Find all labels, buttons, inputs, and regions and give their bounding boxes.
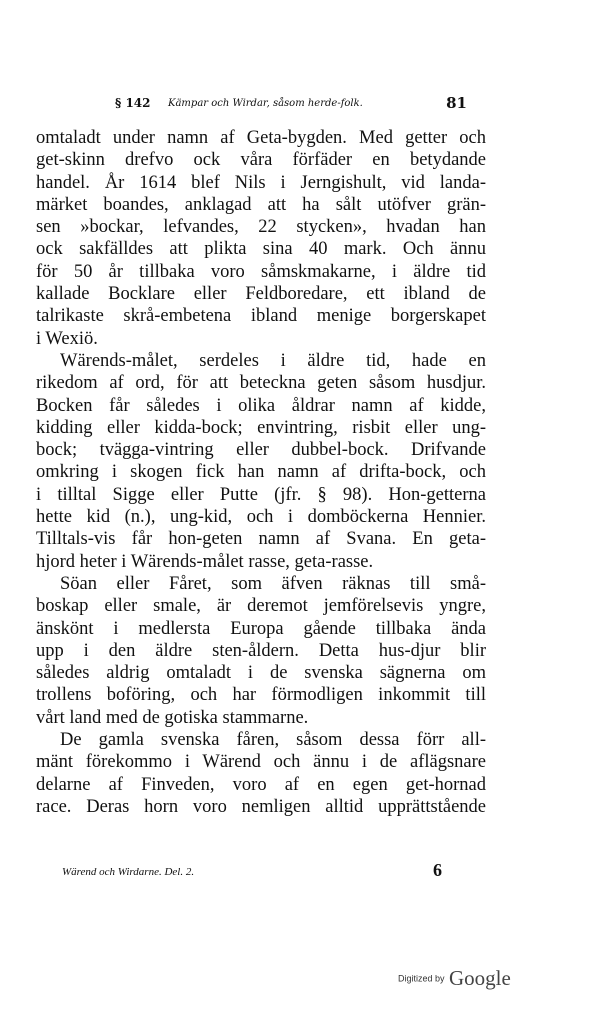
text-line: i tilltal Sigge eller Putte (jfr. § 98). Hon-getterna — [36, 484, 486, 505]
printer-signature: Wärend och Wirdarne. Del. 2. — [62, 866, 195, 878]
text-line: race. Deras horn voro nemligen alltid upprättstående — [36, 796, 486, 817]
text-line: sen »bockar, lefvandes, 22 stycken», hvadan han — [36, 217, 486, 238]
text-line: ock sakfälldes att plikta sina 40 mark. Och ännu — [36, 239, 486, 260]
text-line: handel. År 1614 blef Nils i Jerngishult, vid landa- — [36, 172, 486, 193]
text-line: i Wexiö. — [36, 328, 98, 349]
digitization-watermark — [398, 966, 511, 996]
running-header — [115, 96, 467, 116]
text-line: omkring i skogen fick han namn af drifta-bock, och — [36, 462, 486, 483]
text-line: vårt land med de gotiska stammarne. — [36, 707, 309, 728]
text-line: Bocken får således i olika åldrar namn af kidde, — [36, 395, 486, 416]
running-title: Kämpar och Wirdar, såsom herde-folk. — [168, 98, 363, 109]
text-line: kallade Bocklare eller Feldboredare, ett ibland de — [36, 284, 486, 305]
text-line: delarne af Finveden, voro af en egen get-hornad — [36, 774, 486, 795]
text-line: hette kid (n.), ung-kid, och i domböckerna Hennier. — [36, 507, 486, 528]
text-line: änskönt i medlersta Europa gående tillbaka ända — [36, 618, 486, 639]
text-line: Wärends-målet, serdeles i äldre tid, hade en — [60, 350, 486, 371]
text-line: märket boandes, anklagad att ha sålt utöfver grän- — [36, 194, 486, 215]
text-line: omtaladt under namn af Geta-bygden. Med getter och — [36, 128, 486, 148]
text-line: talrikaste skrå-embetena ibland menige borgerskapet — [36, 306, 486, 327]
text-line: trollens boföring, och har förmodligen inkommit till — [36, 685, 486, 706]
text-line: hjord heter i Wärends-målet rasse, geta-rasse. — [36, 551, 374, 572]
text-line: upp i den äldre sten-åldern. Detta hus-djur blir — [36, 640, 486, 661]
text-line: mänt förekommo i Wärend och ännu i de aflägsnare — [36, 752, 486, 773]
text-line: för 50 år tillbaka voro såmskmakarne, i äldre tid — [36, 261, 486, 282]
text-line: kidding eller kidda-bock; envintring, risbit eller ung- — [36, 417, 486, 438]
text-line: bock; tvägga-vintring eller dubbel-bock. Drifvande — [36, 440, 486, 461]
signature-mark: 6 — [433, 860, 442, 880]
section-number: § 142 — [115, 96, 151, 110]
page-body — [36, 127, 486, 818]
text-line: De gamla svenska fåren, såsom dessa förr all- — [60, 730, 486, 751]
text-line: Tilltals-vis får hon-geten namn af Svana. En geta- — [36, 529, 486, 550]
text-line: rikedom af ord, för att beteckna geten såsom husdjur. — [36, 373, 486, 394]
text-line: således aldrig omtaladt i de svenska sägnerna om — [36, 663, 486, 684]
text-line: get-skinn drefvo ock våra förfäder en betydande — [36, 150, 486, 171]
text-line: Söan eller Fåret, som äfven räknas till små- — [60, 573, 486, 594]
page-footer — [62, 860, 442, 884]
page-number: 81 — [446, 94, 467, 112]
digitized-by-label: Digitized by — [398, 973, 445, 984]
text-line: boskap eller smale, är deremot jemförelsevis yngre, — [36, 596, 486, 617]
google-logo: Google — [448, 966, 511, 990]
